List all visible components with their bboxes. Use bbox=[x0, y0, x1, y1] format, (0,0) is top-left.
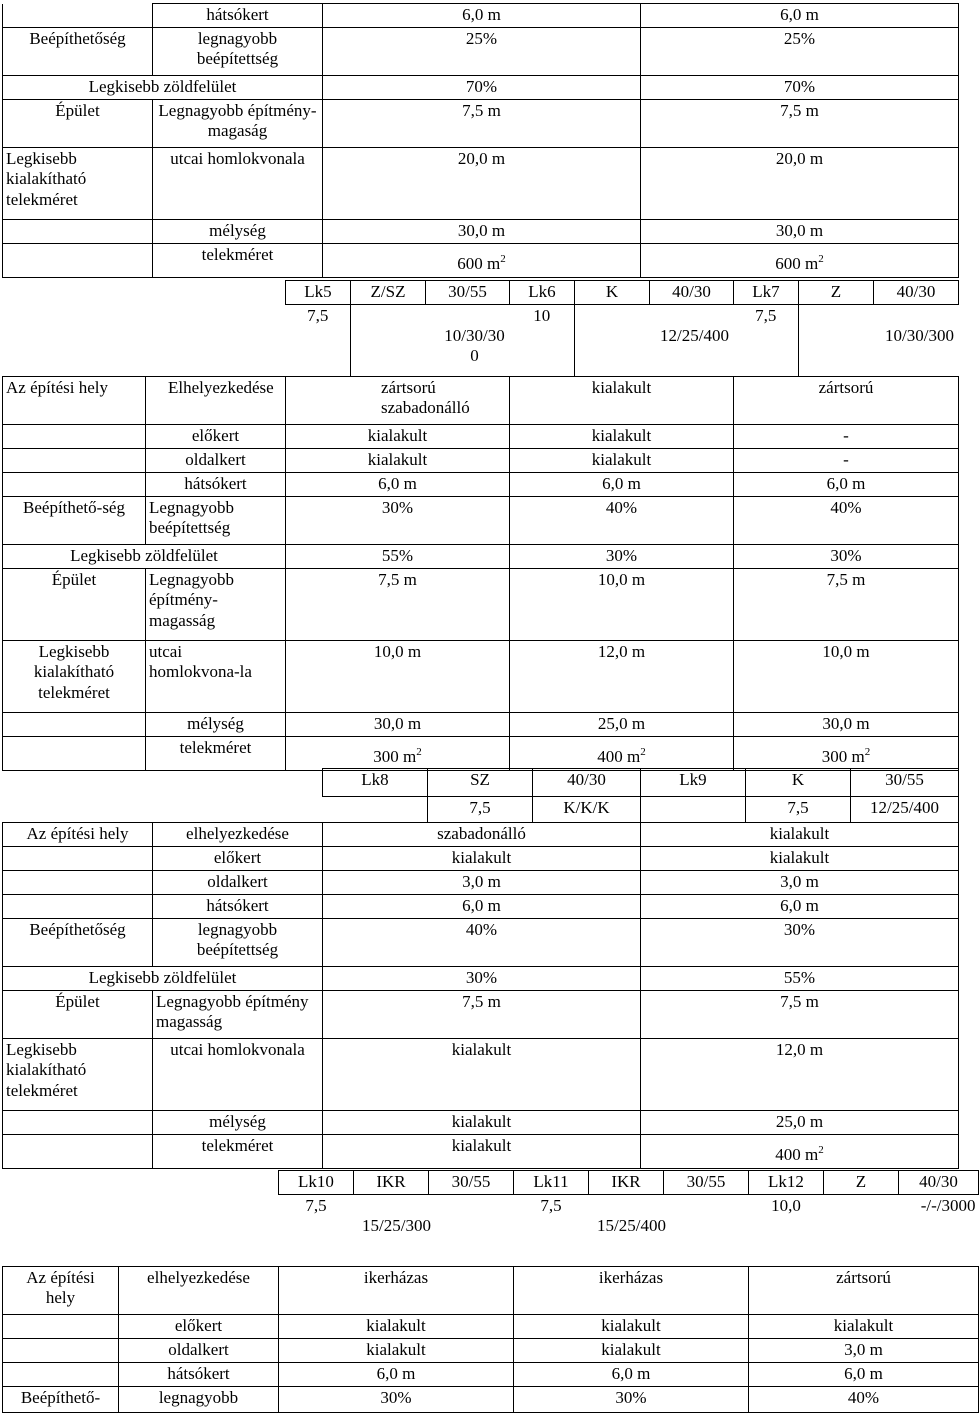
group-label-empty bbox=[3, 473, 146, 497]
group-label-empty bbox=[3, 1339, 119, 1363]
zone-ratio: 40/30 bbox=[874, 281, 959, 305]
cell-value: 40% bbox=[734, 497, 959, 545]
group-label-empty bbox=[3, 847, 153, 871]
zone-code: Lk10 bbox=[279, 1171, 354, 1195]
zone-height: 10 bbox=[533, 306, 551, 325]
zone-param: 12/25/400 bbox=[851, 797, 959, 823]
row-label: előkert bbox=[119, 1315, 279, 1339]
zone-param: K/K/K bbox=[533, 797, 641, 823]
group-label: Épület bbox=[3, 569, 146, 641]
zone-ratio: 30/55 bbox=[851, 769, 959, 797]
regulation-table-continued bbox=[2, 3, 959, 278]
cell-value: kialakult bbox=[323, 1039, 641, 1111]
cell-value: zártsorú bbox=[734, 377, 959, 425]
cell-value: 55% bbox=[286, 545, 510, 569]
group-label: Az építési hely bbox=[3, 377, 146, 425]
cell-value: kialakult bbox=[323, 1135, 641, 1169]
group-label-empty bbox=[3, 1315, 119, 1339]
cell-value: 55% bbox=[641, 967, 959, 991]
cell-value: 20,0 m bbox=[323, 148, 641, 220]
cell-value: 30,0 m bbox=[286, 713, 510, 737]
cell-value: 300 $m^2$ bbox=[734, 737, 959, 771]
cell-value: 3,0 m bbox=[749, 1339, 979, 1363]
cell-value: 400 $m^2$ bbox=[510, 737, 734, 771]
cell-value: 6,0 m bbox=[286, 473, 510, 497]
header-empty bbox=[3, 1171, 279, 1195]
cell-value: 30,0 m bbox=[641, 220, 959, 244]
zone-code: Lk6 bbox=[510, 281, 575, 305]
header-empty bbox=[641, 797, 746, 823]
zone-height: 7,5 bbox=[540, 1196, 562, 1215]
group-label-empty bbox=[3, 449, 146, 473]
zone-type: K bbox=[575, 281, 650, 305]
zone-type: Z/SZ bbox=[351, 281, 426, 305]
cell-value: kialakult bbox=[514, 1339, 749, 1363]
row-label: mélység bbox=[153, 220, 323, 244]
row-label: Legnagyobb építmény-magaság bbox=[153, 100, 323, 148]
zone-ratio: 30/55 bbox=[426, 281, 510, 305]
row-label: utcai homlokvonala bbox=[153, 1039, 323, 1111]
cell-value: 7,5 m bbox=[323, 100, 641, 148]
row-label: utcai homlokvonala bbox=[153, 148, 323, 220]
zone-param: 12/25/400 bbox=[575, 305, 734, 377]
group-label-empty bbox=[3, 737, 146, 771]
group-label: Beépíthető- bbox=[3, 1387, 119, 1413]
group-label: Legkisebb kialakítható telekméret bbox=[3, 1039, 153, 1111]
group-label: Beépíthetőség bbox=[3, 28, 153, 76]
zone-code: Lk7 bbox=[734, 281, 799, 305]
zone-height: 7,5 bbox=[305, 1196, 327, 1215]
cell-value: 3,0 m bbox=[641, 871, 959, 895]
row-label: mélység bbox=[146, 713, 286, 737]
row-label: oldalkert bbox=[153, 871, 323, 895]
group-label: Legkisebb kialakítható telekméret bbox=[3, 641, 146, 713]
row-label: Legkisebb zöldfelület bbox=[3, 76, 323, 100]
row-label: Elhelyezkedése bbox=[146, 377, 286, 425]
zone-param: 10/30/300 bbox=[351, 305, 510, 377]
zone-ratio: 40/30 bbox=[899, 1171, 979, 1195]
row-label: Legnagyobb építmény-magasság bbox=[146, 569, 286, 641]
zone-height: 7,5 bbox=[746, 797, 851, 823]
row-label: utcai homlokvona-la bbox=[146, 641, 286, 713]
zone-height: 7,5 bbox=[755, 306, 777, 325]
row-label: oldalkert bbox=[146, 449, 286, 473]
row-label: telekméret bbox=[146, 737, 286, 771]
zone-code: Lk9 bbox=[641, 769, 746, 797]
row-label: előkert bbox=[146, 425, 286, 449]
zone-ratio: 30/55 bbox=[664, 1171, 749, 1195]
cell-value: 30% bbox=[279, 1387, 514, 1413]
cell-value: - bbox=[734, 449, 959, 473]
zone-height: 7,5 bbox=[428, 797, 533, 823]
cell-value: 6,0 m bbox=[641, 4, 959, 28]
row-label: hátsókert bbox=[146, 473, 286, 497]
cell-value: 6,0 m bbox=[734, 473, 959, 497]
group-label: Beépíthető-ség bbox=[3, 497, 146, 545]
cell-value: 30,0 m bbox=[734, 713, 959, 737]
cell-value: 6,0 m bbox=[510, 473, 734, 497]
cell-value: 7,5 m bbox=[286, 569, 510, 641]
row-label: hátsókert bbox=[153, 4, 323, 28]
cell-value: 600 $m^2$ bbox=[641, 244, 959, 278]
cell-value: 7,5 m bbox=[323, 991, 641, 1039]
cell-value: 30% bbox=[323, 967, 641, 991]
cell-value: 6,0 m bbox=[323, 4, 641, 28]
cell-value: 6,0 m bbox=[323, 895, 641, 919]
cell-value: 6,0 m bbox=[279, 1363, 514, 1387]
row-label-empty bbox=[3, 4, 153, 28]
row-label: Legkisebb zöldfelület bbox=[3, 545, 286, 569]
row-label: telekméret bbox=[153, 1135, 323, 1169]
cell-value: kialakult bbox=[514, 1315, 749, 1339]
cell-value: 10,0 m bbox=[734, 641, 959, 713]
cell-value: 7,5 m bbox=[641, 100, 959, 148]
zone-code: Lk12 bbox=[749, 1171, 824, 1195]
zone-type: Z bbox=[824, 1171, 899, 1195]
cell-value: 70% bbox=[323, 76, 641, 100]
cell-value: 40% bbox=[323, 919, 641, 967]
row-label: elhelyezkedése bbox=[119, 1267, 279, 1315]
cell-value: 7,5 m bbox=[734, 569, 959, 641]
group-label-empty bbox=[3, 1363, 119, 1387]
cell-value: 3,0 m bbox=[323, 871, 641, 895]
row-label: legnagyobb bbox=[119, 1387, 279, 1413]
cell-value: 25% bbox=[641, 28, 959, 76]
group-label: Épület bbox=[3, 100, 153, 148]
row-label: elhelyezkedése bbox=[153, 823, 323, 847]
cell-value: szabadonálló bbox=[323, 823, 641, 847]
cell-value: kialakult bbox=[510, 449, 734, 473]
cell-value: 300 $m^2$ bbox=[286, 737, 510, 771]
cell-value: 600 $m^2$ bbox=[323, 244, 641, 278]
cell-value: 6,0 m bbox=[749, 1363, 979, 1387]
group-label-empty bbox=[3, 1135, 153, 1169]
zone-param: 10/30/300 bbox=[799, 305, 959, 377]
zone-ratio: 40/30 bbox=[650, 281, 734, 305]
row-label: Legnagyobb építmény magasság bbox=[153, 991, 323, 1039]
cell-value: ikerházas bbox=[514, 1267, 749, 1315]
cell-value: 30% bbox=[514, 1387, 749, 1413]
zone-type: Z bbox=[799, 281, 874, 305]
group-label: Beépíthetőség bbox=[3, 919, 153, 967]
cell-value: 30% bbox=[734, 545, 959, 569]
zone-type: K bbox=[746, 769, 851, 797]
cell-value: kialakult bbox=[279, 1315, 514, 1339]
cell-value: 7,5 m bbox=[641, 991, 959, 1039]
cell-value: 30% bbox=[286, 497, 510, 545]
cell-value: kialakult bbox=[323, 1111, 641, 1135]
zone-type: IKR bbox=[354, 1171, 429, 1195]
cell-value: 30,0 m bbox=[323, 220, 641, 244]
group-label: Az építési hely bbox=[3, 823, 153, 847]
cell-value: kialakult bbox=[749, 1315, 979, 1339]
zone-code: Lk5 bbox=[286, 281, 351, 305]
zone-param: -/-/3000 bbox=[920, 1196, 976, 1215]
zone-param: 15/25/300 bbox=[362, 1216, 431, 1235]
row-label: Legkisebb zöldfelület bbox=[3, 967, 323, 991]
cell-value: 70% bbox=[641, 76, 959, 100]
cell-value: kialakult bbox=[279, 1339, 514, 1363]
group-label: Az építési hely bbox=[3, 1267, 119, 1315]
cell-value: 25,0 m bbox=[641, 1111, 959, 1135]
row-label: előkert bbox=[153, 847, 323, 871]
header-empty bbox=[3, 305, 286, 377]
cell-value: 40% bbox=[510, 497, 734, 545]
cell-value: 25,0 m bbox=[510, 713, 734, 737]
row-label: hátsókert bbox=[153, 895, 323, 919]
cell-value: zártsorú szabadonálló bbox=[286, 377, 510, 425]
group-label-empty bbox=[3, 244, 153, 278]
group-label-empty bbox=[3, 713, 146, 737]
cell-value: kialakult bbox=[286, 425, 510, 449]
cell-value: kialakult bbox=[510, 425, 734, 449]
cell-value: 12,0 m bbox=[510, 641, 734, 713]
zone-height: 10,0 bbox=[771, 1196, 801, 1215]
group-label-empty bbox=[3, 871, 153, 895]
row-label: legnagyobb beépítettség bbox=[153, 919, 323, 967]
row-label: hátsókert bbox=[119, 1363, 279, 1387]
group-label-empty bbox=[3, 1111, 153, 1135]
cell-value: kialakult bbox=[286, 449, 510, 473]
cell-value: 6,0 m bbox=[514, 1363, 749, 1387]
zone-code: Lk11 bbox=[514, 1171, 589, 1195]
group-label-empty bbox=[3, 220, 153, 244]
cell-value: 20,0 m bbox=[641, 148, 959, 220]
header-empty bbox=[3, 1195, 279, 1267]
row-label: telekméret bbox=[153, 244, 323, 278]
cell-value: 30% bbox=[641, 919, 959, 967]
cell-value: 40% bbox=[749, 1387, 979, 1413]
zone-param: 15/25/400 bbox=[597, 1216, 666, 1235]
row-label: oldalkert bbox=[119, 1339, 279, 1363]
row-label: mélység bbox=[153, 1111, 323, 1135]
cell-value: 12,0 m bbox=[641, 1039, 959, 1111]
cell-value: kialakult bbox=[323, 847, 641, 871]
group-label: Legkisebb kialakítható telekméret bbox=[3, 148, 153, 220]
cell-value: 25% bbox=[323, 28, 641, 76]
cell-value: kialakult bbox=[510, 377, 734, 425]
zone-code: Lk8 bbox=[323, 769, 428, 797]
cell-value: 10,0 m bbox=[286, 641, 510, 713]
cell-value: 30% bbox=[510, 545, 734, 569]
zone-height: 7,5 bbox=[307, 306, 329, 325]
cell-value: kialakult bbox=[641, 823, 959, 847]
cell-value: 400 $m^2$ bbox=[641, 1135, 959, 1169]
zone-table-lk8-lk9 bbox=[2, 768, 959, 1169]
zone-type: SZ bbox=[428, 769, 533, 797]
group-label-empty bbox=[3, 425, 146, 449]
group-label: Épület bbox=[3, 991, 153, 1039]
cell-value: - bbox=[734, 425, 959, 449]
cell-value: ikerházas bbox=[279, 1267, 514, 1315]
zone-ratio: 30/55 bbox=[429, 1171, 514, 1195]
row-label: legnagyobb beépítettség bbox=[153, 28, 323, 76]
cell-value: 6,0 m bbox=[641, 895, 959, 919]
zone-table-lk5-lk7 bbox=[2, 280, 959, 771]
zone-table-lk10-lk12 bbox=[2, 1170, 979, 1413]
group-label-empty bbox=[3, 895, 153, 919]
zone-type: IKR bbox=[589, 1171, 664, 1195]
header-empty bbox=[3, 769, 323, 797]
row-label: Legnagyobb beépítettség bbox=[146, 497, 286, 545]
cell-value: kialakult bbox=[641, 847, 959, 871]
header-empty bbox=[3, 797, 428, 823]
cell-value: 10,0 m bbox=[510, 569, 734, 641]
zone-ratio: 40/30 bbox=[533, 769, 641, 797]
cell-value: zártsorú bbox=[749, 1267, 979, 1315]
header-empty bbox=[3, 281, 286, 305]
